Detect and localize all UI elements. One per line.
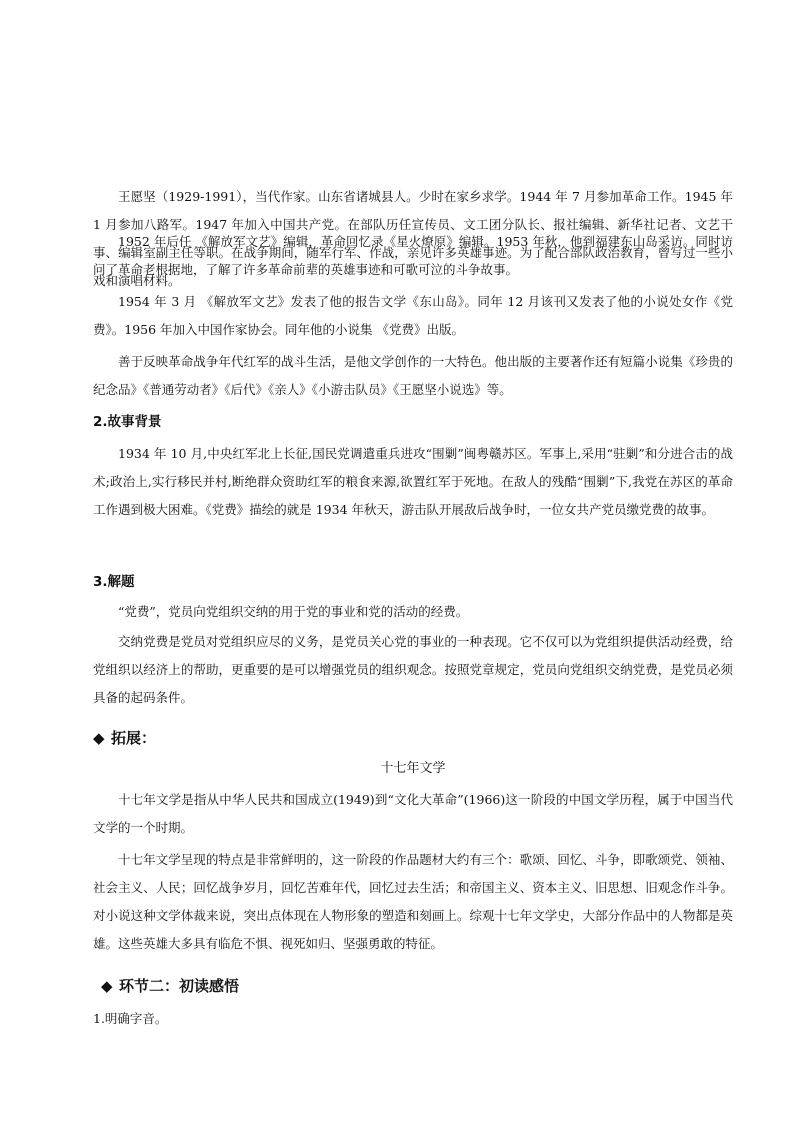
bio-paragraph-1: 王愿坚（1929-1991），当代作家。山东省诸城县人。少时在家乡求学。1944 年 7 月参加革命工作。1945 年 1 月参加八路军。1947 年加入中国共产党。在部队历任宣传员、文工团分队长、报社编辑、新华社记者、文艺干事、编辑室副主任等职。在战争期间，随军行军、作战，亲见许多英雄事迹。为了配合部队政治教育，曾写过一些小戏和演唱材料。 [93, 189, 733, 288]
extension-paragraph-2: 十七年文学呈现的特点是非常鲜明的，这一阶段的作品题材大约有三个：歌颂、回忆、斗争，即歌颂党、领袖、社会主义、人民；回忆战争岁月，回忆苦难年代，回忆过去生活；和帝国主义、资本主义、旧思想、旧观念作斗争。对小说这种文学体裁来说，突出点体现在人物形象的塑造和刻画上。综观十七年文学史，大部分作品中的人物都是英雄。这些英雄大多具有临危不惧、视死如归、坚强勇敢的特征。 [93, 852, 733, 951]
section-two-heading [101, 975, 239, 997]
bio-paragraph-3: 1954 年 3 月 《解放军文艺》发表了他的报告文学《东山岛》。同年 12 月该刊又发表了他的小说处女作《党费》。1956 年加入中国作家协会。同年他的小说集 《党费》出版。 [93, 294, 733, 337]
section-heading-title-explanation: 3.解题 [93, 574, 135, 590]
title-explanation-paragraph-1: “党费”，党员向党组织交纳的用于党的事业和党的活动的经费。 [118, 604, 469, 619]
extension-heading-label: 拓展： [111, 729, 157, 747]
diamond-bullet-icon: ◆ [101, 977, 113, 995]
seventeen-years-literature-title: 十七年文学 [380, 761, 446, 776]
diamond-bullet-icon: ◆ [93, 729, 105, 747]
title-explanation-paragraph-2: 交纳党费是党员对党组织应尽的义务，是党员关心党的事业的一种表现。它不仅可以为党组织提供活动经费，给党组织以经济上的帮助，更重要的是可以增强党员的组织观念。按照党章规定，党员向党组织交纳党费，是党员必须具备的起码条件。 [93, 634, 733, 705]
story-background-paragraph: 1934 年 10 月,中央红军北上长征,国民党调遣重兵进攻“围剿”闽粤赣苏区。军事上,采用“驻剿”和分进合击的战术;政治上,实行移民并村,断绝群众资助红军的粮食来源,欲置红军于死地。在敌人的残酷“围剿”下,我党在苏区的革命工作遇到极大困难。《党费》描绘的就是 1934 年秋天，游击队开展敌后战争时，一位女共产党员缴党费的故事。 [93, 446, 733, 517]
extension-heading [93, 727, 156, 749]
bio-paragraph-4: 善于反映革命战争年代红军的战斗生活，是他文学创作的一大特色。他出版的主要著作还有短篇小说集《珍贵的纪念品》《普通劳动者》《后代》《亲人》《小游击队员》《王愿坚小说选》等。 [93, 354, 733, 397]
extension-paragraph-1: 十七年文学是指从中华人民共和国成立(1949)到“文化大革命”(1966)这一阶段的中国文学历程，属于中国当代文学的一个时期。 [93, 792, 733, 835]
section-two-heading-label: 环节二：初读感悟 [119, 977, 240, 995]
pronunciation-item: 1.明确字音。 [93, 1011, 168, 1026]
section-heading-story-background: 2.故事背景 [93, 414, 162, 430]
bio-paragraph-2: 1952 年后任 《解放军文艺》编辑，革命回忆录《星火燎原》编辑。1953 年秋，他到福建东山岛采访。同时访问了革命老根据地，了解了许多革命前辈的英雄事迹和可歌可泣的斗争故事。 [93, 234, 733, 277]
